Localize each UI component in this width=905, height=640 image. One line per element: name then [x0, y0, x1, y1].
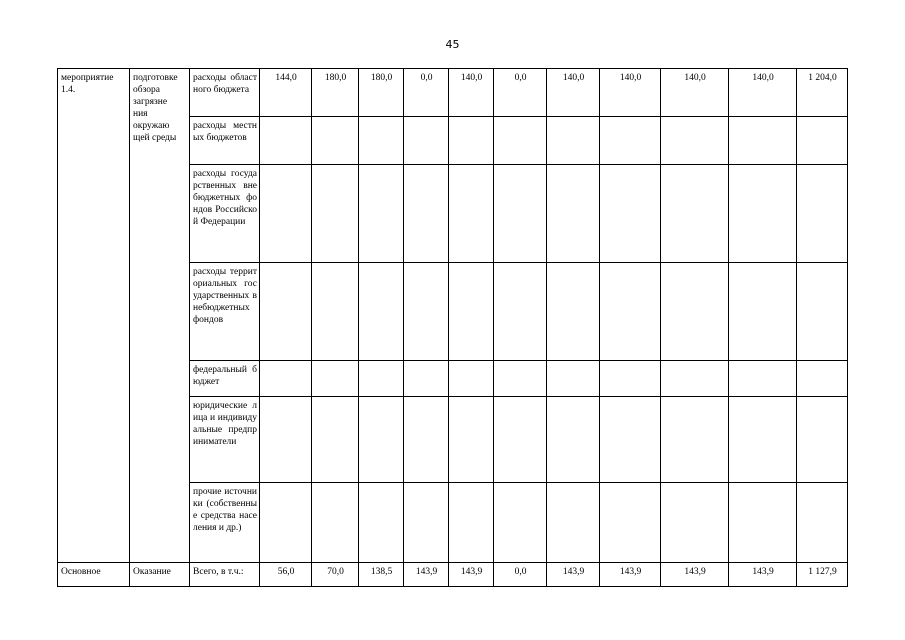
value-cell — [404, 263, 449, 361]
funding-source-cell: расходы местных бюджетов — [190, 117, 260, 165]
total-cell — [797, 361, 848, 397]
value-cell — [260, 397, 312, 483]
value-cell: 0,0 — [404, 69, 449, 117]
value-cell: 0,0 — [494, 563, 547, 587]
funding-source-cell: прочие источники (собственные средства населения и др.) — [190, 483, 260, 563]
value-cell — [359, 361, 404, 397]
table-row — [58, 69, 848, 117]
value-cell — [260, 117, 312, 165]
value-cell — [661, 397, 729, 483]
value-cell: 140,0 — [547, 69, 600, 117]
main-activity-cell: Основное — [58, 563, 130, 587]
value-cell: 143,9 — [661, 563, 729, 587]
value-cell — [312, 483, 359, 563]
value-cell — [260, 263, 312, 361]
value-cell — [661, 117, 729, 165]
value-cell: 143,9 — [449, 563, 494, 587]
value-cell — [661, 361, 729, 397]
value-cell — [404, 361, 449, 397]
activity-name-cell: подготовке обзора загрязне ния окружаю щей среды — [130, 69, 190, 563]
value-cell — [494, 165, 547, 263]
value-cell — [260, 165, 312, 263]
value-cell: 180,0 — [312, 69, 359, 117]
total-cell — [797, 483, 848, 563]
value-cell — [404, 483, 449, 563]
value-cell — [312, 117, 359, 165]
value-cell — [547, 483, 600, 563]
value-cell: 143,9 — [404, 563, 449, 587]
value-cell — [449, 483, 494, 563]
value-cell — [359, 165, 404, 263]
value-cell — [600, 361, 661, 397]
value-cell: 140,0 — [449, 69, 494, 117]
value-cell — [494, 263, 547, 361]
value-cell — [449, 117, 494, 165]
value-cell: 143,9 — [547, 563, 600, 587]
value-cell — [312, 361, 359, 397]
value-cell — [312, 397, 359, 483]
value-cell — [449, 165, 494, 263]
value-cell — [600, 165, 661, 263]
value-cell: 0,0 — [494, 69, 547, 117]
total-cell — [797, 117, 848, 165]
value-cell — [449, 361, 494, 397]
total-cell — [797, 165, 848, 263]
value-cell — [729, 361, 797, 397]
value-cell: 143,9 — [600, 563, 661, 587]
value-cell — [661, 263, 729, 361]
total-cell — [797, 263, 848, 361]
value-cell — [449, 397, 494, 483]
value-cell — [547, 263, 600, 361]
activity-number-cell: мероприятие 1.4. — [58, 69, 130, 563]
total-cell: 1 127,9 — [797, 563, 848, 587]
total-cell — [797, 397, 848, 483]
value-cell — [600, 397, 661, 483]
value-cell: 140,0 — [661, 69, 729, 117]
value-cell: 144,0 — [260, 69, 312, 117]
value-cell — [404, 165, 449, 263]
table-row — [58, 563, 848, 587]
value-cell: 56,0 — [260, 563, 312, 587]
value-cell — [494, 397, 547, 483]
value-cell — [600, 117, 661, 165]
value-cell — [600, 483, 661, 563]
value-cell — [359, 483, 404, 563]
value-cell — [729, 263, 797, 361]
value-cell — [547, 117, 600, 165]
value-cell — [661, 483, 729, 563]
value-cell — [260, 483, 312, 563]
value-cell — [729, 397, 797, 483]
total-cell: 1 204,0 — [797, 69, 848, 117]
value-cell — [494, 117, 547, 165]
total-label-cell: Всего, в т.ч.: — [190, 563, 260, 587]
funding-source-cell: расходы территориальных государственных внебюджетных фондов — [190, 263, 260, 361]
value-cell — [729, 165, 797, 263]
page-number: 45 — [445, 38, 460, 51]
funding-source-cell: расходы областного бюджета — [190, 69, 260, 117]
value-cell — [404, 397, 449, 483]
funding-source-cell: расходы государственных внебюджетных фондов Российской Федерации — [190, 165, 260, 263]
value-cell: 140,0 — [600, 69, 661, 117]
value-cell — [661, 165, 729, 263]
value-cell — [729, 117, 797, 165]
value-cell — [312, 165, 359, 263]
value-cell — [260, 361, 312, 397]
value-cell — [729, 483, 797, 563]
value-cell — [600, 263, 661, 361]
value-cell — [547, 165, 600, 263]
service-name-cell: Оказание — [130, 563, 190, 587]
value-cell — [359, 117, 404, 165]
value-cell: 143,9 — [729, 563, 797, 587]
value-cell — [494, 483, 547, 563]
value-cell — [547, 397, 600, 483]
value-cell — [494, 361, 547, 397]
budget-table — [57, 68, 848, 587]
value-cell: 140,0 — [729, 69, 797, 117]
value-cell: 180,0 — [359, 69, 404, 117]
value-cell — [312, 263, 359, 361]
value-cell — [547, 361, 600, 397]
value-cell — [404, 117, 449, 165]
funding-source-cell: юридические лица и индивидуальные предприниматели — [190, 397, 260, 483]
value-cell — [359, 263, 404, 361]
value-cell — [449, 263, 494, 361]
funding-source-cell: федеральный бюджет — [190, 361, 260, 397]
value-cell: 70,0 — [312, 563, 359, 587]
value-cell — [359, 397, 404, 483]
value-cell: 138,5 — [359, 563, 404, 587]
